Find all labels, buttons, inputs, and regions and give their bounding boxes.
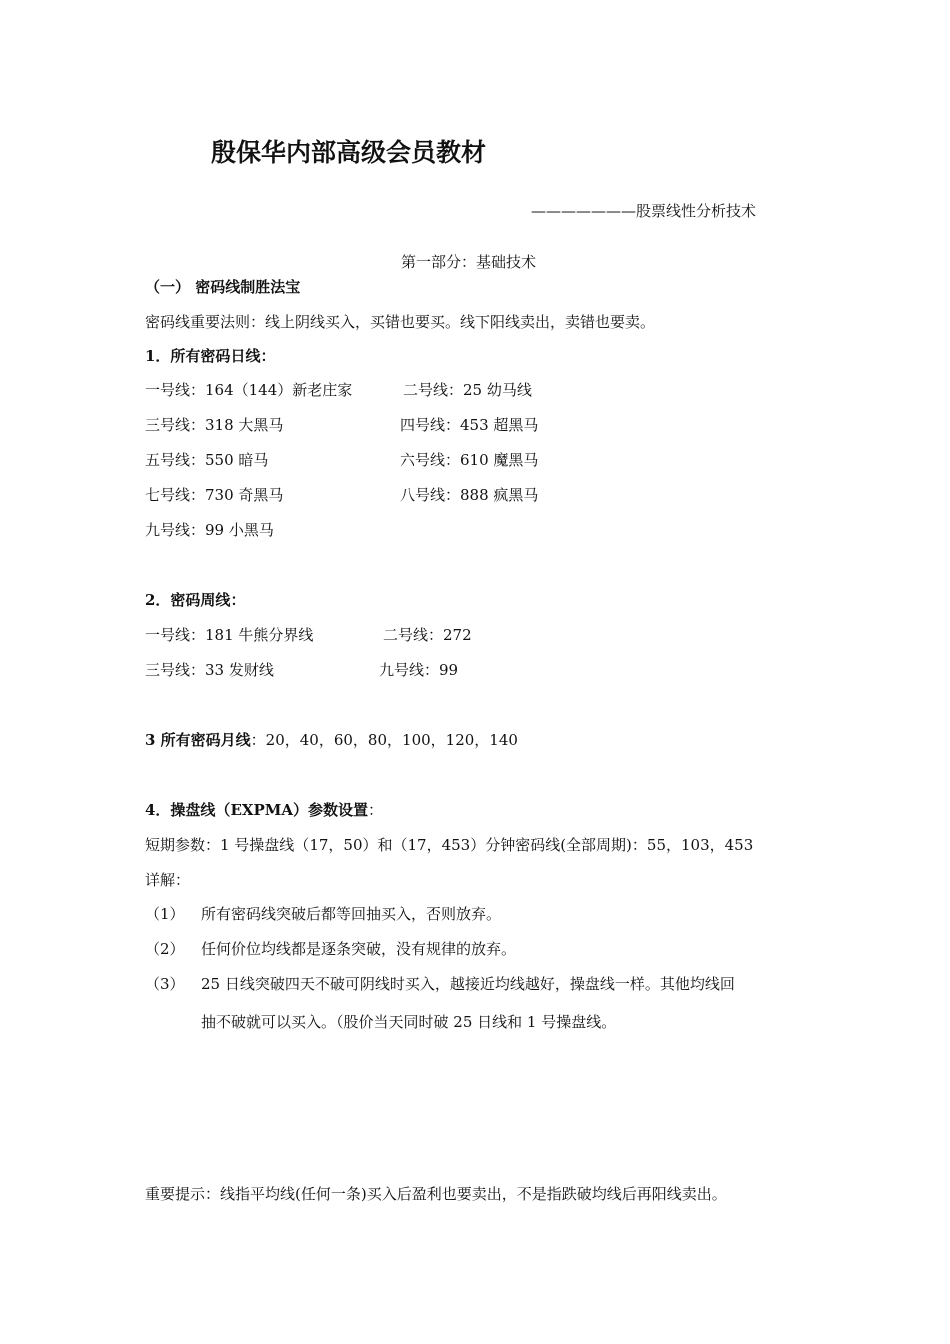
part-heading: 第一部分：基础技术 bbox=[401, 253, 537, 271]
daily-line: 六号线：610 魔黑马 bbox=[400, 451, 539, 469]
detail-item-text: 25 日线突破四天不破可阴线时买入，越接近均线越好，操盘线一样。其他均线回 bbox=[201, 975, 735, 993]
expma-colon: ： bbox=[368, 801, 384, 819]
section-heading: （一） 密码线制胜法宝 bbox=[145, 278, 301, 296]
weekly-line: 一号线：181 牛熊分界线 bbox=[145, 626, 314, 644]
rule-text: 密码线重要法则：线上阴线买入，买错也要买。线下阳线卖出，卖错也要卖。 bbox=[145, 313, 656, 331]
monthly-heading: 3 所有密码月线 bbox=[145, 731, 251, 749]
detail-item-number: （2） bbox=[145, 940, 185, 958]
daily-line: 七号线：730 奇黑马 bbox=[145, 486, 284, 504]
detail-item-text: 所有密码线突破后都等回抽买入，否则放弃。 bbox=[201, 905, 502, 923]
detail-item-number: （1） bbox=[145, 905, 185, 923]
weekly-line: 二号线：272 bbox=[383, 626, 472, 644]
detail-item-text: 任何价位均线都是逐条突破，没有规律的放弃。 bbox=[201, 940, 517, 958]
daily-line: 二号线：25 幼马线 bbox=[403, 381, 532, 399]
daily-heading: 1．所有密码日线： bbox=[145, 347, 276, 365]
expma-heading: 4．操盘线（EXPMA）参数设置 bbox=[145, 801, 369, 819]
daily-line: 三号线：318 大黑马 bbox=[145, 416, 284, 434]
detail-item-number: （3） bbox=[145, 975, 185, 993]
document-title: 殷保华内部高级会员教材 bbox=[211, 138, 487, 167]
document-subtitle: ———————股票线性分析技术 bbox=[531, 202, 757, 220]
daily-line: 四号线：453 超黑马 bbox=[400, 416, 539, 434]
monthly-values: ：20，40，60，80，100，120，140 bbox=[250, 731, 518, 749]
daily-line: 九号线：99 小黑马 bbox=[145, 521, 274, 539]
expma-short-params: 短期参数：1 号操盘线（17，50）和（17，453）分钟密码线(全部周期)：55，103，453 bbox=[145, 836, 754, 854]
detail-label: 详解： bbox=[145, 871, 191, 889]
daily-line: 一号线：164（144）新老庄家 bbox=[145, 381, 353, 399]
important-note: 重要提示：线指平均线(任何一条)买入后盈利也要卖出，不是指跌破均线后再阳线卖出。 bbox=[145, 1185, 727, 1203]
detail-item-continuation: 抽不破就可以买入。（股价当天同时破 25 日线和 1 号操盘线。 bbox=[201, 1013, 617, 1031]
weekly-line: 三号线：33 发财线 bbox=[145, 661, 274, 679]
monthly-line bbox=[145, 733, 518, 748]
daily-line: 八号线：888 疯黑马 bbox=[400, 486, 539, 504]
expma-heading-line bbox=[145, 803, 383, 818]
weekly-heading: 2．密码周线： bbox=[145, 591, 246, 609]
daily-line: 五号线：550 暗马 bbox=[145, 451, 269, 469]
weekly-line: 九号线：99 bbox=[379, 661, 459, 679]
